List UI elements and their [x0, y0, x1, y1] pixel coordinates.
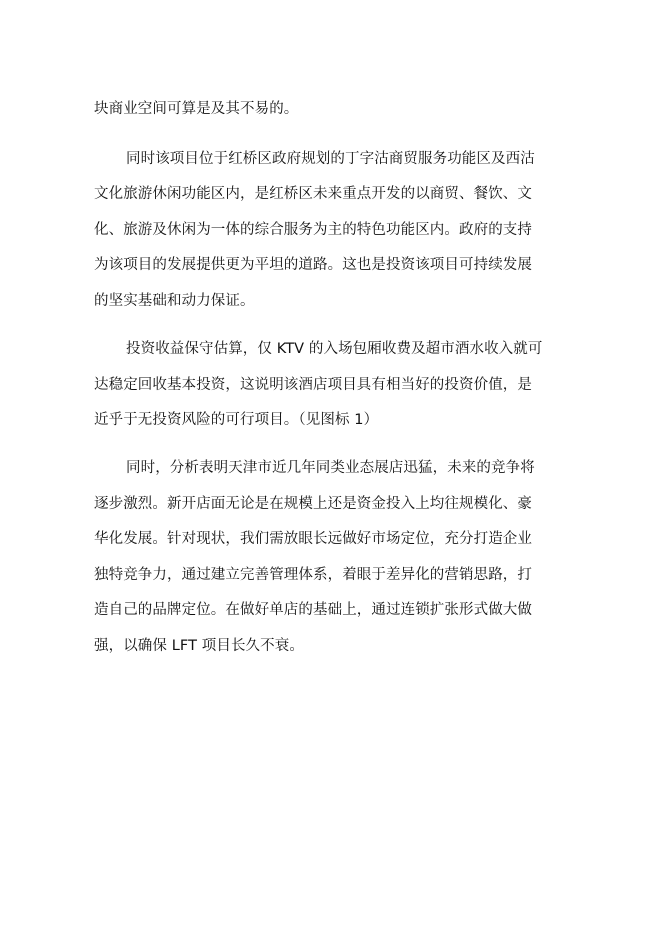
- text-line-4: 化、旅游及休闲为一体的综合服务为主的特色功能区内。政府的支持: [94, 222, 532, 238]
- text-line-11: 逐步激烈。新开店面无论是在规模上还是资金投入上均往规模化、豪: [94, 496, 532, 512]
- text-line-15: 强，以确保 LFT 项目长久不衰。: [94, 638, 304, 654]
- text-line-2: 同时该项目位于红桥区政府规划的丁字沽商贸服务功能区及西沽: [126, 151, 535, 167]
- text-line-5: 为该项目的发展提供更为平坦的道路。这也是投资该项目可持续发展: [94, 257, 532, 273]
- text-line-6: 的坚实基础和动力保证。: [94, 293, 255, 309]
- text-line-14: 造自己的品牌定位。在做好单店的基础上，通过连锁扩张形式做大做: [94, 602, 532, 618]
- text-line-9: 近乎于无投资风险的可行项目。（见图标 1）: [94, 412, 379, 428]
- text-line-1: 块商业空间可算是及其不易的。: [94, 101, 299, 117]
- text-line-7: 投资收益保守估算，仅 KTV 的入场包厢收费及超市酒水收入就可: [126, 341, 543, 357]
- text-line-13: 独特竞争力，通过建立完善管理体系，着眼于差异化的营销思路，打: [94, 567, 532, 583]
- text-line-3: 文化旅游休闲功能区内，是红桥区未来重点开发的以商贸、餐饮、文: [94, 186, 532, 202]
- text-line-12: 华化发展。针对现状，我们需放眼长远做好市场定位，充分打造企业: [94, 531, 532, 547]
- text-line-8: 达稳定回收基本投资，这说明该酒店项目具有相当好的投资价值，是: [94, 377, 532, 393]
- text-line-10: 同时，分析表明天津市近几年同类业态展店迅猛，未来的竞争将: [126, 460, 535, 476]
